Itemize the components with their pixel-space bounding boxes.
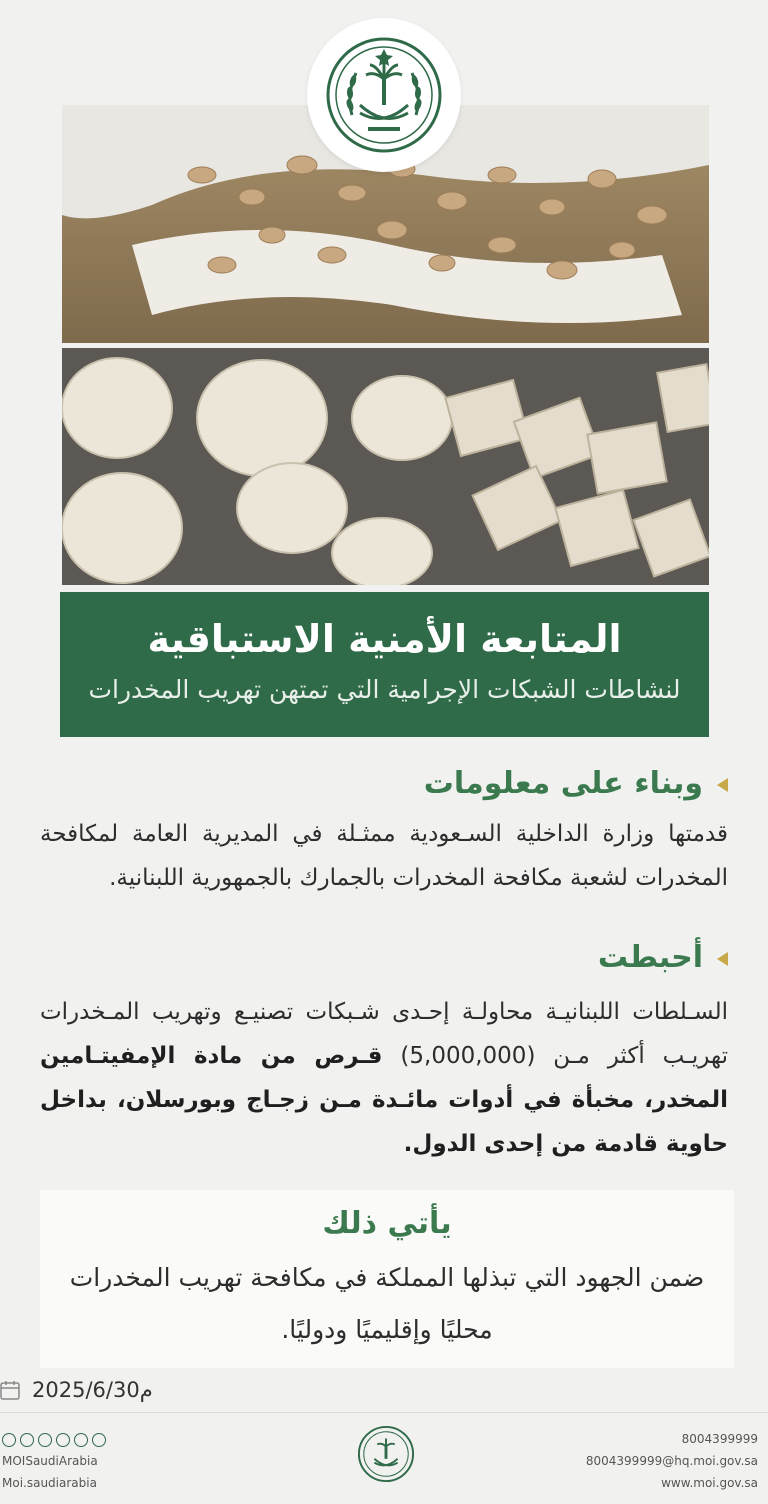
footer-divider xyxy=(0,1412,768,1413)
phone-number[interactable]: 8004399999 xyxy=(681,1432,758,1446)
facebook-icon[interactable] xyxy=(20,1433,34,1447)
calendar-icon xyxy=(0,1380,20,1400)
moi-emblem-footer-icon xyxy=(357,1425,415,1483)
x-icon[interactable] xyxy=(2,1433,16,1447)
closing-body: ضمن الجهود التي تبذلها المملكة في مكافحة تهريب المخدرات محليًا وإقليميًا ودوليًا. xyxy=(69,1263,705,1344)
section-information-heading: وبناء على معلومات xyxy=(40,764,728,804)
social-icons xyxy=(2,1433,110,1447)
page-title: المتابعة الأمنية الاستباقية xyxy=(147,617,622,661)
bullet-triangle-icon xyxy=(717,778,728,792)
contact-email[interactable]: 8004399999@hq.moi.gov.sa xyxy=(585,1454,758,1468)
emblem-top xyxy=(307,18,461,172)
bullet-triangle-icon xyxy=(717,952,728,966)
section-information-body: قدمتها وزارة الداخلية السـعودية ممثـلة في المديرية العامة لمكافحة المخدرات لشعبة مكافحة المخدرات بالجمارك بالجمهورية اللبنانية. xyxy=(40,821,728,891)
moi-emblem-icon xyxy=(324,35,444,155)
title-band xyxy=(60,592,709,737)
youtube-icon[interactable] xyxy=(74,1433,88,1447)
website-link[interactable]: www.moi.gov.sa xyxy=(661,1476,758,1490)
page-subtitle: لنشاطات الشبكات الإجرامية التي تمتهن تهريب المخدرات xyxy=(88,675,681,704)
tiktok-icon[interactable] xyxy=(56,1433,70,1447)
section-information xyxy=(40,764,728,900)
telegram-icon[interactable] xyxy=(92,1433,106,1447)
instagram-icon[interactable] xyxy=(38,1433,52,1447)
social-handle-2[interactable]: Moi.saudiarabia xyxy=(2,1476,97,1490)
social-handle[interactable]: MOISaudiArabia xyxy=(2,1454,98,1468)
closing-box xyxy=(40,1190,734,1368)
foiled-text-bold: قـرص من مادة الإمفيتـامين المخدر، مخبأة في أدوات مائـدة مـن زجـاج وبورسلان، بداخل حاوية قادمة من إحدى الدول. xyxy=(40,1043,728,1157)
section-foiled xyxy=(40,938,728,1166)
foiled-text-plain: السـلطات اللبنانيـة محاولـة إحـدى شـبكات تصنيـع وتهريب المـخدرات تهريـب أكثر مـن (5,000,000) xyxy=(40,999,728,1069)
closing-heading: يأتي ذلك xyxy=(322,1206,452,1241)
section-foiled-body xyxy=(40,990,728,1166)
section-foiled-heading: أحبطت xyxy=(40,938,728,978)
date-row xyxy=(0,1375,153,1405)
photo-tableware xyxy=(62,348,709,585)
publish-date: 2025/6/30م xyxy=(32,1378,153,1402)
